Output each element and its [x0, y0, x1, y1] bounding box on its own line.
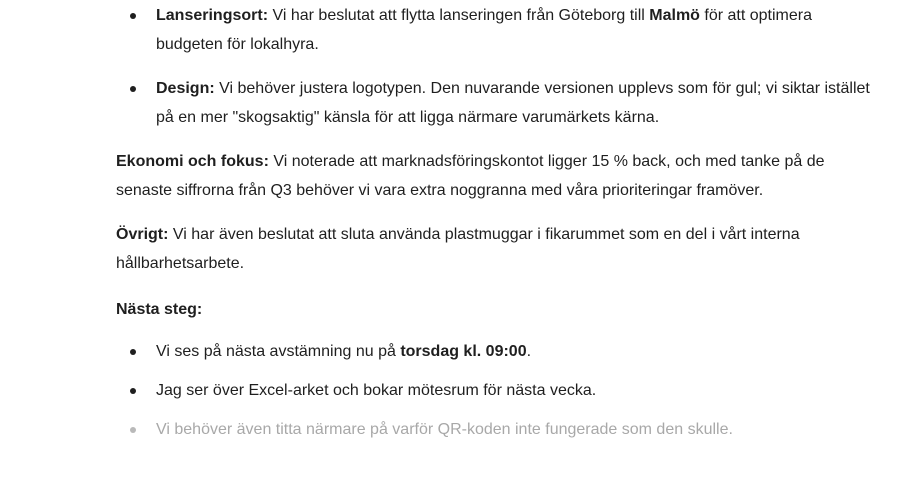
list-item — [116, 376, 876, 405]
item-label: Design: — [156, 80, 215, 97]
item-text-end: . — [526, 343, 532, 360]
item-text-end: för att optimera budgeten för lokalhyra. — [156, 7, 812, 53]
list-item-launch-location — [116, 1, 876, 59]
document-body — [116, 0, 876, 444]
item-text: Jag ser över Excel-arket och bokar mötesrum för nästa vecka. — [156, 382, 597, 399]
list-item-design — [116, 74, 876, 132]
paragraph-text: Vi noterade att marknadsföringskontot ligger 15 % back, och med tanke på de senaste siffrorna från Q3 behöver vi vara extra noggranna med våra prioriteringar framöver. — [116, 153, 825, 199]
item-text: Vi har beslutat att flytta lanseringen från Göteborg till — [268, 7, 650, 24]
decision-list — [116, 1, 876, 132]
item-label: Lanseringsort: — [156, 7, 269, 24]
paragraph-text: Vi har även beslutat att sluta använda plastmuggar i fikarummet som en del i vårt interna hållbarhetsarbete. — [116, 226, 800, 272]
next-steps-list — [116, 337, 876, 444]
item-text: Vi behöver justera logotypen. Den nuvarande versionen upplevs som för gul; vi siktar istället på en mer "skogsaktig" känsla för att ligga närmare varumärkets kärna. — [156, 80, 870, 126]
paragraph-label: Ekonomi och fokus: — [116, 153, 269, 170]
paragraph-other — [116, 220, 876, 278]
next-steps-heading: Nästa steg: — [116, 301, 203, 318]
item-text: Vi behöver även titta närmare på varför QR-koden inte fungerade som den skulle. — [156, 421, 733, 438]
paragraph-economy — [116, 147, 876, 205]
list-item — [116, 337, 876, 366]
paragraph-label: Övrigt: — [116, 226, 169, 243]
item-text: Vi ses på nästa avstämning nu på — [156, 343, 401, 360]
item-emphasis: Malmö — [649, 7, 700, 24]
list-item-faded — [116, 415, 876, 444]
item-emphasis: torsdag kl. 09:00 — [400, 343, 527, 360]
